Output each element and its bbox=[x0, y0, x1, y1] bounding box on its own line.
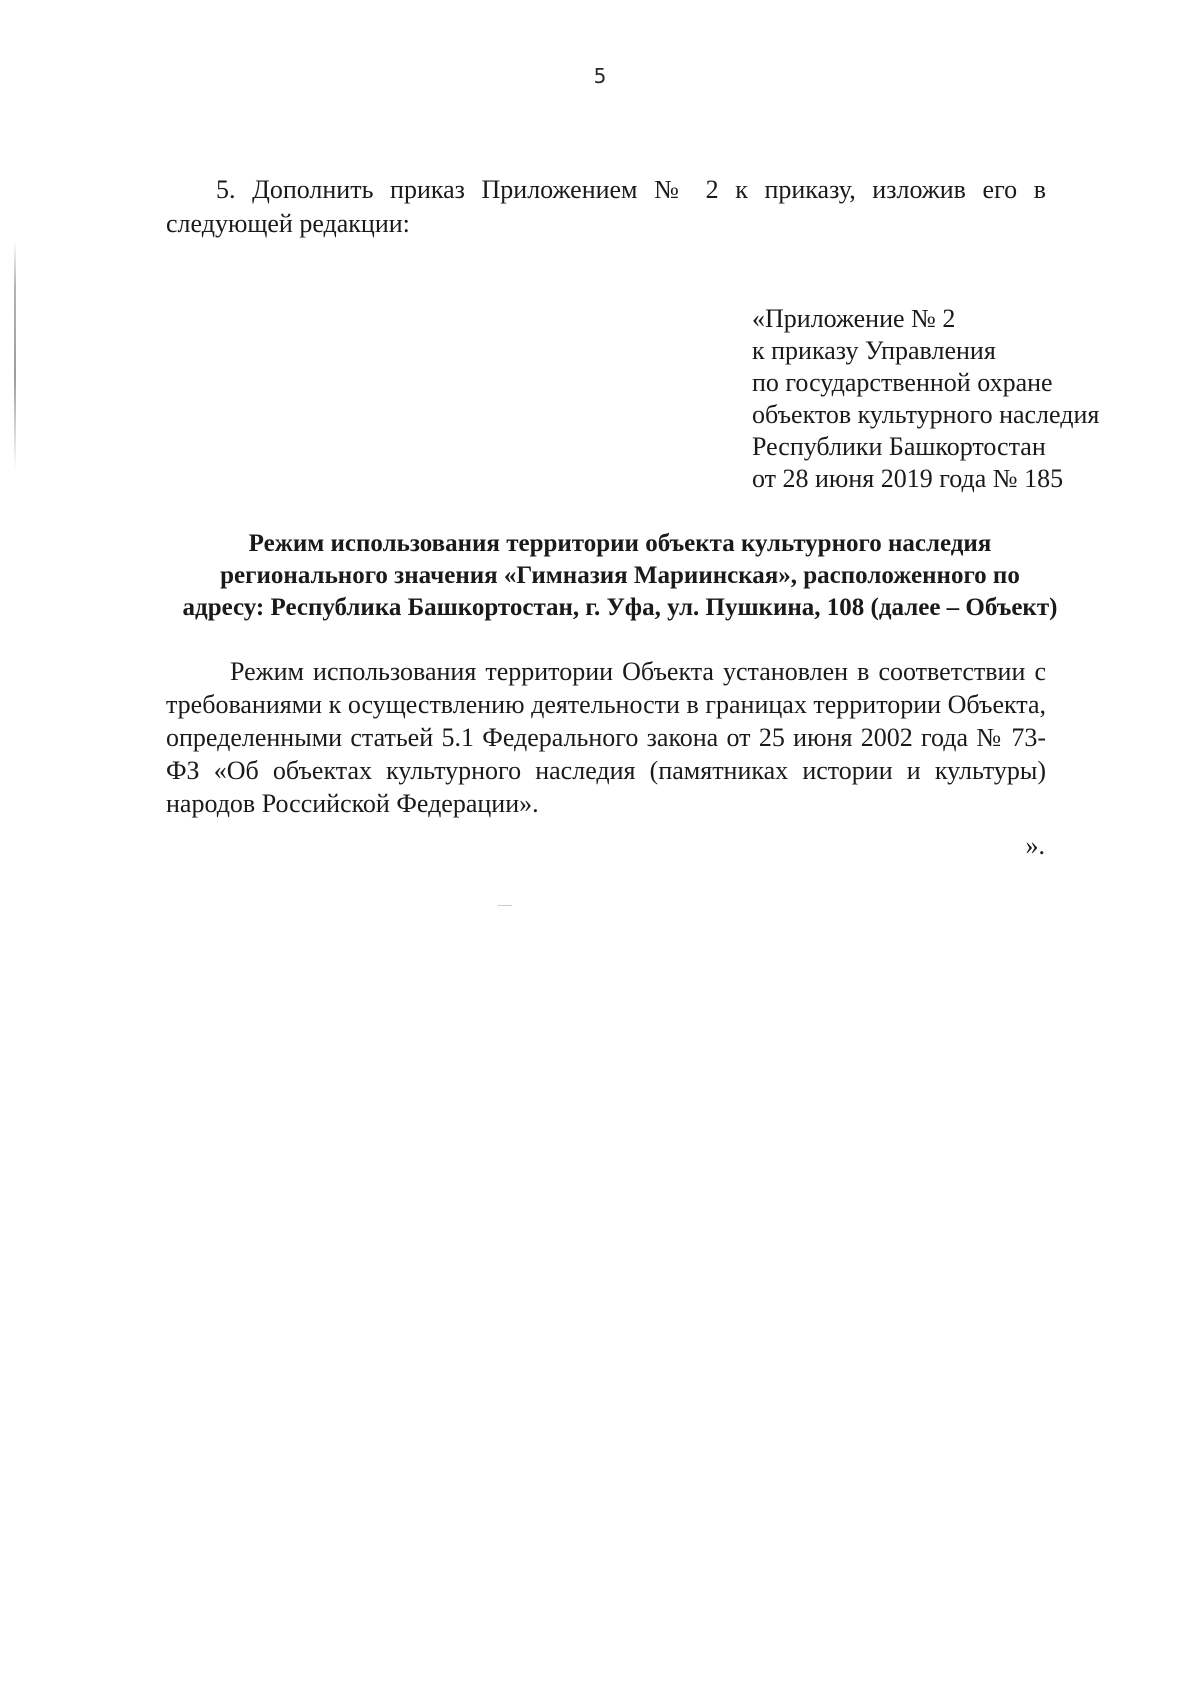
title-line: адресу: Республика Башкортостан, г. Уфа, ул. Пушкина, 108 (далее – Объект) bbox=[182, 594, 1058, 621]
closing-quote: ». bbox=[1025, 831, 1045, 860]
annex-line: Республики Башкортостан bbox=[752, 432, 1046, 461]
scan-speck-artifact bbox=[498, 905, 512, 906]
annex-header bbox=[752, 303, 1172, 495]
scan-edge-artifact bbox=[14, 240, 16, 470]
annex-line: объектов культурного наследия bbox=[752, 400, 1100, 429]
annex-line: по государственной охране bbox=[752, 368, 1053, 397]
annex-line: к приказу Управления bbox=[752, 336, 996, 365]
page-number: 5 bbox=[593, 64, 607, 88]
body-paragraph: Режим использования территории Объекта установлен в соответствии с требованиями к осуществлению деятельности в границах территории Объекта, определенными статьей 5.1 Федерального закона от 25 июня 2002 года № 73-ФЗ «Об объектах культурного наследия (памятниках истории и культуры) народов Российской Федерации». bbox=[166, 657, 1046, 818]
annex-line: «Приложение № 2 bbox=[752, 304, 956, 333]
document-title bbox=[120, 528, 1120, 624]
title-line: регионального значения «Гимназия Мариинская», расположенного по bbox=[220, 562, 1020, 589]
intro-paragraph: 5. Дополнить приказ Приложением № 2 к приказу, изложив его в следующей редакции: bbox=[166, 175, 1046, 238]
annex-line: от 28 июня 2019 года № 185 bbox=[752, 464, 1064, 493]
title-line: Режим использования территории объекта культурного наследия bbox=[248, 530, 992, 557]
